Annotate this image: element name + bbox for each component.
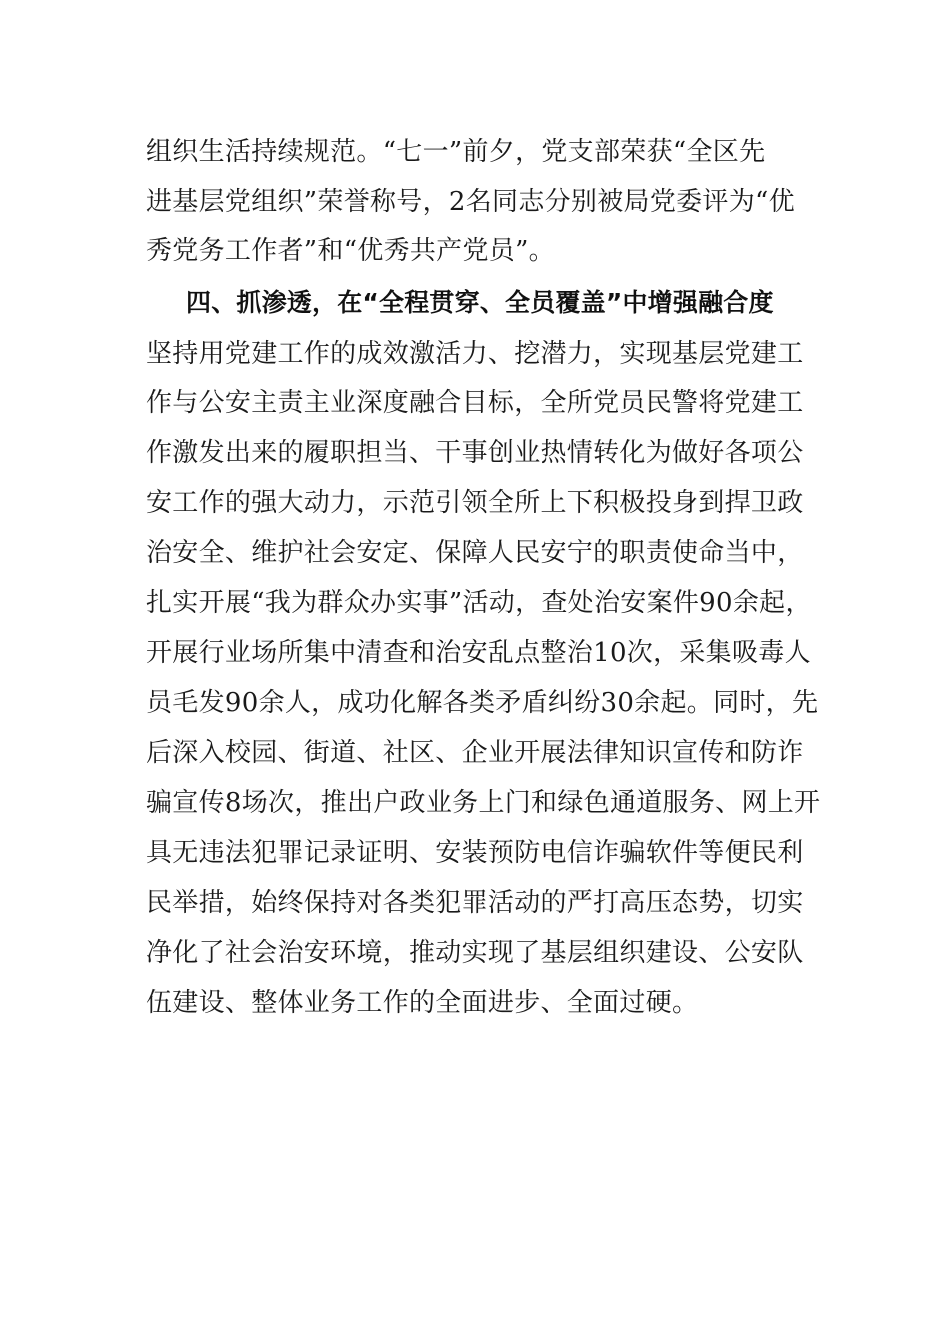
paragraph-line: 民举措，始终保持对各类犯罪活动的严打高压态势，切实 xyxy=(146,888,804,918)
paragraph-line: 作与公安主责主业深度融合目标，全所党员民警将党建工 xyxy=(146,388,804,418)
paragraph-line: 组织生活持续规范。“七一”前夕，党支部荣获“全区先 xyxy=(146,137,766,167)
paragraph-line: 作激发出来的履职担当、干事创业热情转化为做好各项公 xyxy=(146,438,804,468)
paragraph-line: 骗宣传8场次，推出户政业务上门和绿色通道服务、网上开 xyxy=(146,788,821,818)
paragraph-line: 员毛发90余人，成功化解各类矛盾纠纷30余起。同时，先 xyxy=(146,688,819,718)
paragraph-line: 开展行业场所集中清查和治安乱点整治10次，采集吸毒人 xyxy=(146,638,811,668)
paragraph-line: 后深入校园、街道、社区、企业开展法律知识宣传和防诈 xyxy=(146,738,804,768)
paragraph-line: 治安全、维护社会安定、保障人民安宁的职责使命当中， xyxy=(146,538,804,568)
paragraph-line: 坚持用党建工作的成效激活力、挖潜力，实现基层党建工 xyxy=(146,339,804,369)
paragraph-line: 净化了社会治安环境，推动实现了基层组织建设、公安队 xyxy=(146,938,804,968)
paragraph-line: 进基层党组织”荣誉称号，2名同志分别被局党委评为“优 xyxy=(146,187,795,217)
paragraph-line: 伍建设、整体业务工作的全面进步、全面过硬。 xyxy=(146,988,699,1018)
paragraph-line: 安工作的强大动力，示范引领全所上下积极投身到捍卫政 xyxy=(146,488,804,518)
section-heading: 四、抓渗透，在“全程贯穿、全员覆盖”中增强融合度 xyxy=(186,288,774,317)
paragraph-line: 秀党务工作者”和“优秀共产党员”。 xyxy=(146,236,555,266)
paragraph-line: 扎实开展“我为群众办实事”活动，查处治安案件90余起， xyxy=(146,588,812,618)
paragraph-line: 具无违法犯罪记录证明、安装预防电信诈骗软件等便民利 xyxy=(146,838,804,868)
